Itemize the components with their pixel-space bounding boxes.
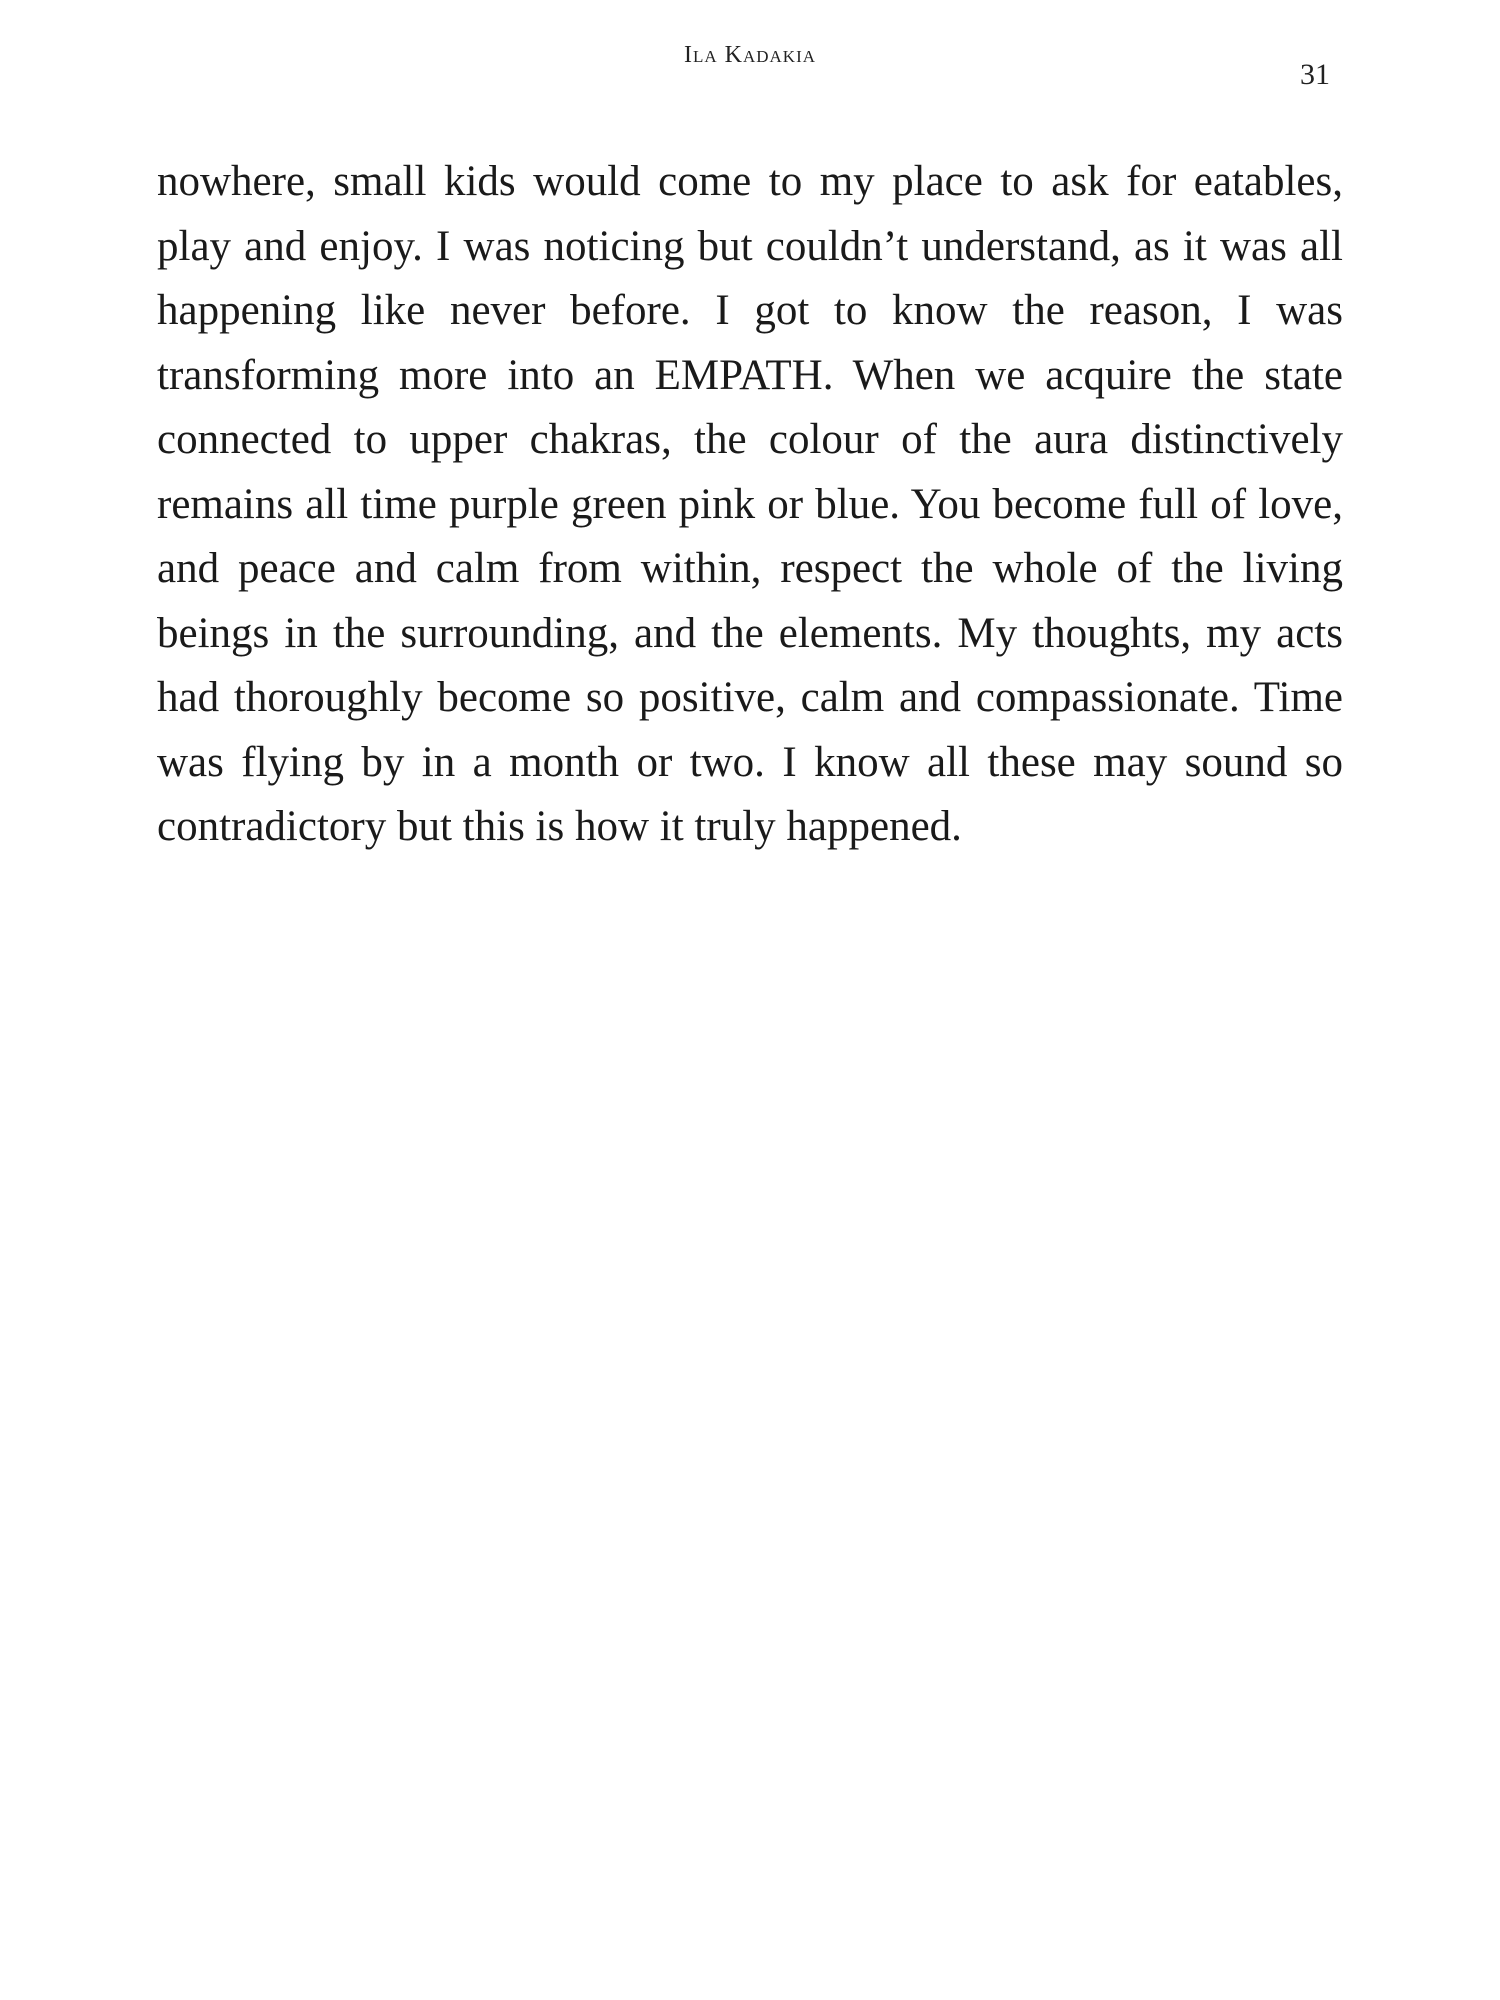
body-paragraph: nowhere, small kids would come to my place to ask for eatables, play and enjoy. I was noticing but couldn’t understand, as it was all happening like never before. I got to know the reason, I was transforming more into an EMPATH. When we acquire the state connected to upper chakras, the colour of the aura distinctively remains all time purple green pink or blue. You become full of love, and peace and calm from within, respect the whole of the living beings in the surrounding, and the elements. My thoughts, my acts had thoroughly become so positive, calm and compassionate. Time was flying by in a month or two. I know all these may sound so contradictory but this is how it truly happened. bbox=[157, 158, 1343, 850]
page-number: 31 bbox=[1300, 58, 1330, 91]
running-head: Ila Kadakia bbox=[683, 42, 817, 68]
